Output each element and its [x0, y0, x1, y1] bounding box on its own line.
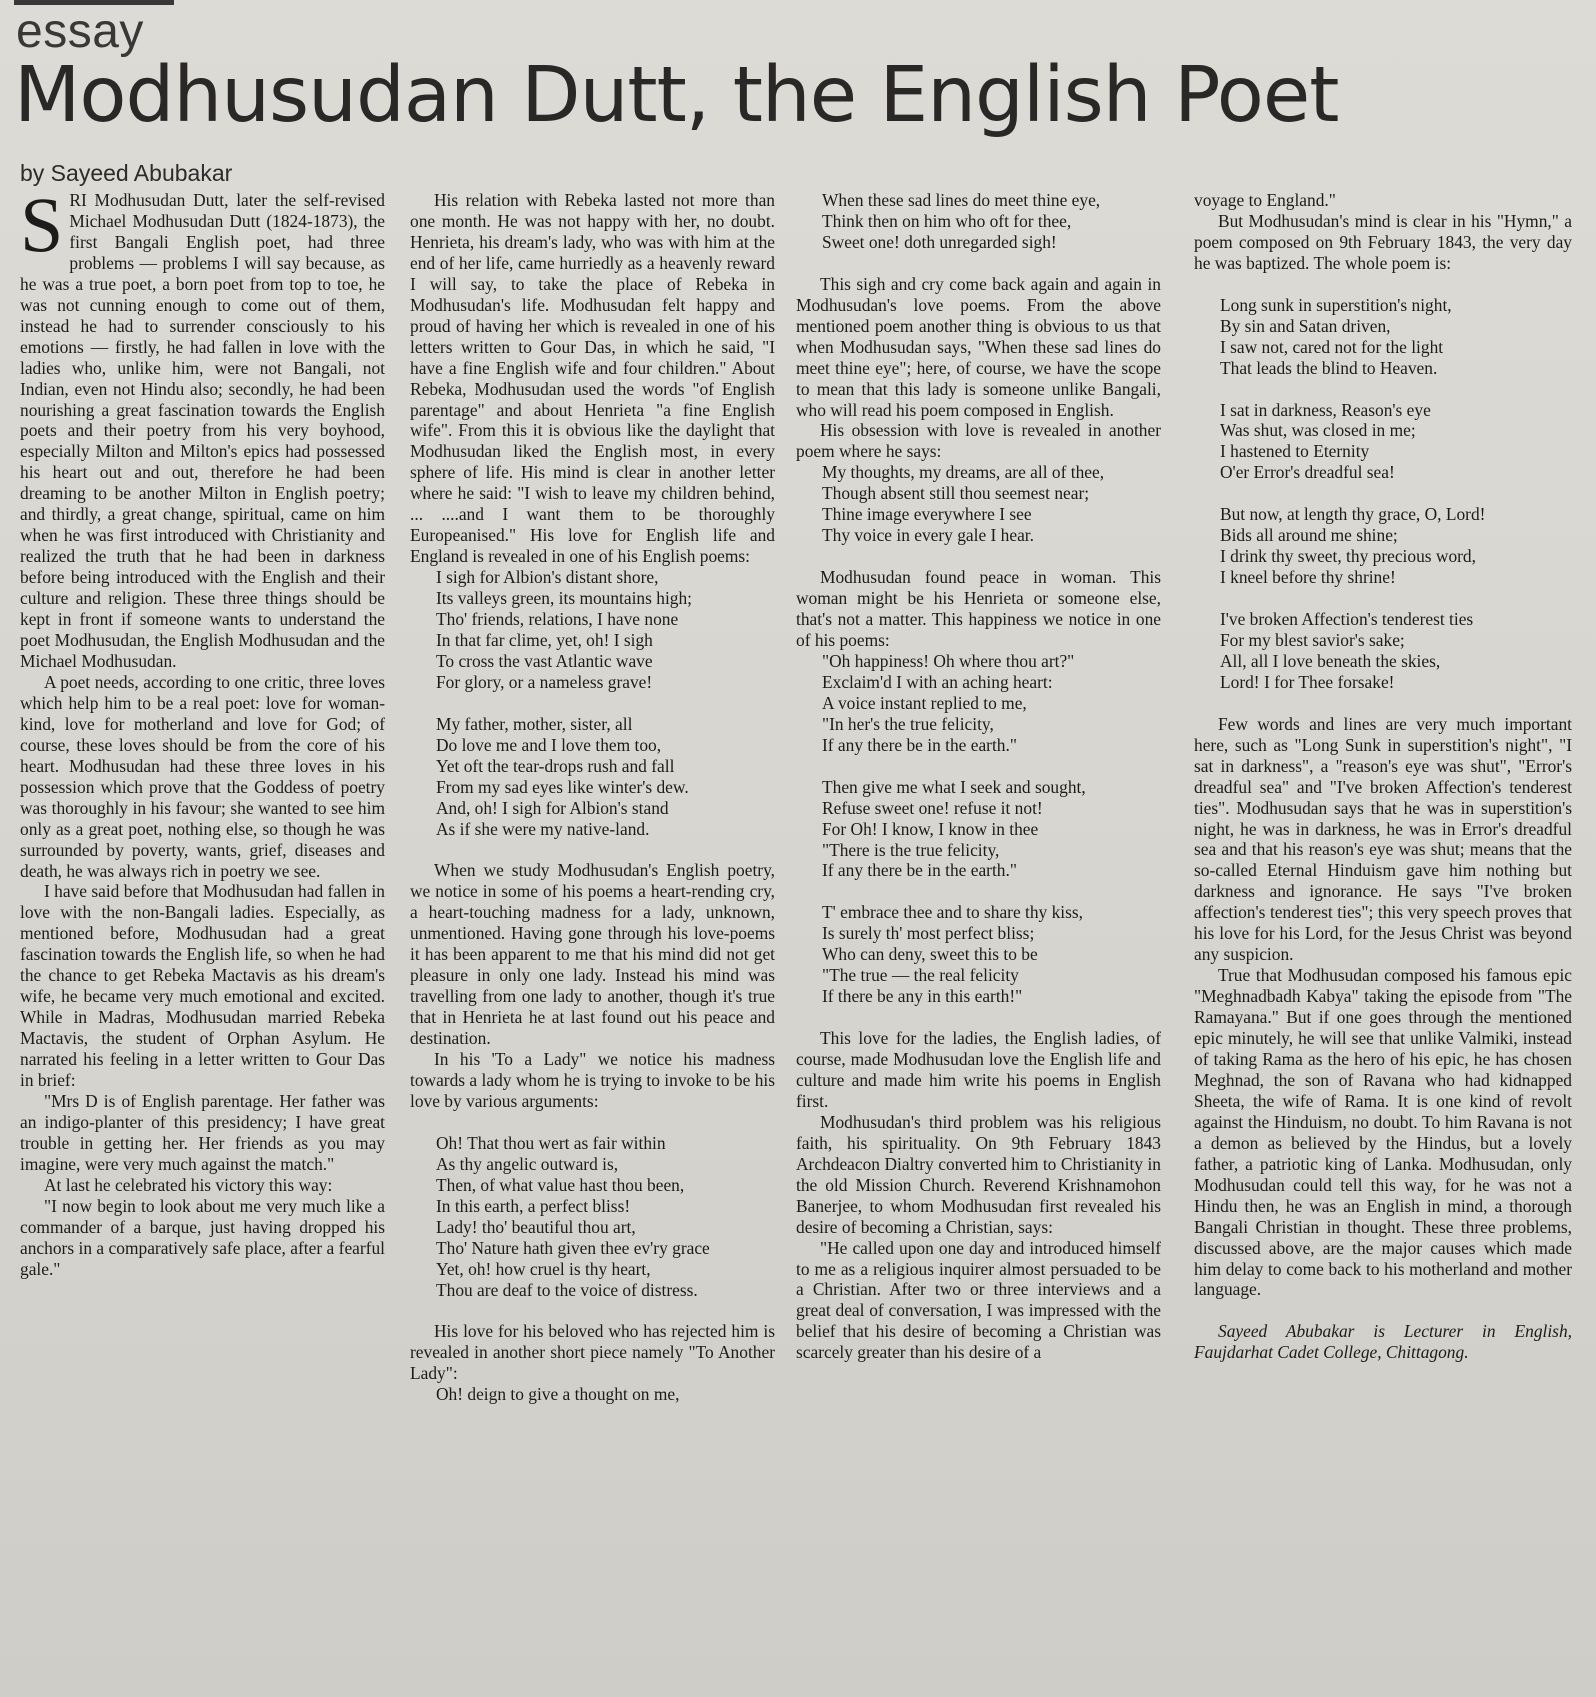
verse: [1194, 295, 1572, 379]
column-4: [1194, 190, 1572, 1690]
paragraph: His love for his beloved who has rejected him is revealed in another short piece namely "To Another Lady":: [410, 1321, 775, 1384]
verse-line: But now, at length thy grace, O, Lord!: [1220, 504, 1486, 525]
byline: by Sayeed Abubakar: [20, 160, 233, 186]
paragraph: When we study Modhusudan's English poetry, we notice in some of his poems a heart-rending cry, a heart-touching madness for a lady, unknown, unmentioned. Having gone through his love-poems it has been apparent to me that his mind did not get pleasure in only one lady. Instead his mind was travelling from one lady to another, though it's true that in Henrieta he at last found out his peace and destination.: [410, 860, 775, 1049]
column-1: [20, 190, 385, 1690]
verse-line: Do love me and I love them too,: [436, 734, 662, 755]
paragraph: True that Modhusudan composed his famous epic "Meghnadbadh Kabya" taking the episode from "The Ramayana." But if one goes through the mentioned epic minutely, he will see that unlike Valmiki, instead of taking Rama as the hero of his epic, he has chosen Meghnad, the son of Ravana who had kidnapped Sheeta, the wife of Rama. It is one kind of revolt against the Hinduism, no doubt. To him Ravana is not a demon as believed by the Hindus, but a lovely father, a patriotic king of Lanka. Modhusudan, only Modhusudan could tell this way, for he was not a Hindu then, he was an English in mind, a thorough Bangali Christian in thought. These three problems, discussed above, are the major causes which made him delay to come back to his motherland and mother language.: [1194, 965, 1572, 1300]
verse-line: I hastened to Eternity: [1220, 441, 1370, 462]
verse-line: From my sad eyes like winter's dew.: [436, 776, 689, 797]
verse-line: Yet, oh! how cruel is thy heart,: [436, 1258, 651, 1279]
verse-line: Refuse sweet one! refuse it not!: [822, 797, 1043, 818]
verse-line: Thou are deaf to the voice of distress.: [436, 1279, 698, 1300]
column-2: [410, 190, 775, 1690]
paragraph-text: RI Modhusudan Dutt, later the self-revised Michael Modhusudan Dutt (1824-1873), the first Bangali English poet, had three problems — problems I will say because, as he was a true poet, a born poet from top to toe, he was not cunning enough to come out of them, instead he had to surrender consciously to his emotions — firstly, he had fallen in love with the ladies who, unlike him, were not Bangali, not Indian, even not Hindu also; secondly, he had been nourishing a great fascination towards the English poets and their poetry from his very boyhood, especially Milton and Milton's epics had possessed his heart out and out, therefore he had been dreaming to be another Milton in English poetry; and thirdly, a great change, spiritual, came on him when he was first introduced with Christianity and realized the truth that he had been in darkness before being introduced with the English and their culture and religion. These three things should be kept in front if someone wants to understand the poet Modhusudan, the English Modhusudan and the Michael Modhusudan.: [20, 190, 385, 671]
paragraph: [20, 190, 385, 672]
verse-line: I saw not, cared not for the light: [1220, 336, 1444, 357]
verse: [796, 777, 1161, 882]
verse-line: Exclaim'd I with an aching heart:: [822, 671, 1053, 692]
paragraph: voyage to England.": [1194, 190, 1336, 210]
paragraph: Modhusudan's third problem was his religious faith, his spirituality. On 9th February 1843 Archdeacon Dialtry converted him to Christianity in the old Mission Church. Reverend Krishnamohon Banerjee, to whom Modhusudan first revealed his desire of becoming a Christian, says:: [796, 1111, 1161, 1237]
verse-line: I sigh for Albion's distant shore,: [436, 567, 659, 588]
verse-line: A voice instant replied to me,: [822, 692, 1027, 713]
verse-line: "Oh happiness! Oh where thou art?": [822, 650, 1075, 671]
verse-line: Yet oft the tear-drops rush and fall: [436, 755, 675, 776]
verse-line: I drink thy sweet, thy precious word,: [1220, 546, 1476, 567]
verse-line: Oh! That thou wert as fair within: [436, 1132, 666, 1153]
verse: [1194, 609, 1572, 693]
headline: Modhusudan Dutt, the English Poet: [14, 51, 1339, 140]
paragraph: But Modhusudan's mind is clear in his "Hymn," a poem composed on 9th February 1843, the very day he was baptized. The whole poem is:: [1194, 210, 1572, 273]
verse-line: If any there be in the earth.": [822, 734, 1017, 755]
verse-line: Tho' friends, relations, I have none: [436, 609, 679, 630]
drop-cap: S: [20, 190, 64, 268]
verse-line: For Oh! I know, I know in thee: [822, 818, 1039, 839]
quote: "He called upon one day and introduced himself to me as a religious inquirer almost persuaded to be a Christian. After two or three interviews and a great deal of conversation, I was impressed with the belief that his desire of becoming a Christian was scarcely greater than his desire of a: [796, 1237, 1161, 1363]
verse-line: For my blest savior's sake;: [1220, 629, 1405, 650]
verse-line: "The true — the real felicity: [822, 965, 1019, 986]
quote: "I now begin to look about me very much like a commander of a barque, just having dropped his anchors in a comparatively safe place, after a fearful gale.": [20, 1195, 385, 1279]
verse-line: Lady! tho' beautiful thou art,: [436, 1216, 636, 1237]
paragraph: His obsession with love is revealed in another poem where he says:: [796, 420, 1161, 462]
verse: [410, 714, 775, 840]
verse-line: All, all I love beneath the skies,: [1220, 650, 1441, 671]
verse-line: If any there be in the earth.": [822, 860, 1017, 881]
verse-line: In that far clime, yet, oh! I sigh: [436, 630, 653, 651]
verse-line: Tho' Nature hath given thee ev'ry grace: [436, 1237, 710, 1258]
verse-line: Is surely th' most perfect bliss;: [822, 923, 1035, 944]
verse-line: That leads the blind to Heaven.: [1220, 357, 1438, 378]
paragraph: At last he celebrated his victory this way:: [44, 1174, 333, 1195]
verse-line: When these sad lines do meet thine eye,: [822, 190, 1101, 210]
verse: [410, 567, 775, 693]
section-label: essay: [16, 5, 144, 58]
verse-line: To cross the vast Atlantic wave: [436, 650, 653, 671]
article-body: [18, 190, 1588, 1690]
verse-line: As if she were my native-land.: [436, 818, 650, 839]
verse-line: Bids all around me shine;: [1220, 525, 1398, 546]
paragraph: I have said before that Modhusudan had fallen in love with the non-Bangali ladies. Especially, as mentioned before, Modhusudan had a great fascination towards the English life, so when he had the chance to get Rebeka Mactavis as his dream's wife, he became very much emotional and excited. While in Madras, Modhusudan married Rebeka Mactavis, the student of Orphan Asylum. He narrated his feeling in a letter written to Gour Das in brief:: [20, 881, 385, 1091]
verse-line: I've broken Affection's tenderest ties: [1220, 609, 1474, 629]
verse-line: And, oh! I sigh for Albion's stand: [436, 797, 669, 818]
verse-line: If there be any in this earth!": [822, 986, 1023, 1007]
paragraph: A poet needs, according to one critic, three loves which help him to be a real poet: love for woman-kind, love for motherland and love for God; of course, these loves should be from the core of his heart. Modhusudan had these three loves in his possession which prove that the Goddess of poetry was thoroughly in his favour; she wanted to see him only as a great poet, nothing else, so though he was surrounded by poverty, wants, grief, diseases and death, he was always rich in poetry we see.: [20, 671, 385, 881]
verse: [410, 1384, 775, 1405]
paragraph: Modhusudan found peace in woman. This woman might be his Henrieta or someone else, that's not a matter. This happiness we notice in one of his poems:: [796, 567, 1161, 650]
verse-line: My thoughts, my dreams, are all of thee,: [822, 462, 1105, 483]
verse-line: "There is the true felicity,: [822, 839, 1000, 860]
verse-line: As thy angelic outward is,: [436, 1153, 619, 1174]
verse-line: Though absent still thou seemest near;: [822, 483, 1090, 504]
verse-line: Thine image everywhere I see: [822, 504, 1032, 525]
verse-line: For glory, or a nameless grave!: [436, 671, 653, 692]
quote: "Mrs D is of English parentage. Her father was an indigo-planter of this presidency; I have great trouble in getting her. Her friends as you may imagine, were very much against the match.": [20, 1090, 385, 1174]
verse-line: My father, mother, sister, all: [436, 713, 633, 734]
verse-line: In this earth, a perfect bliss!: [436, 1195, 631, 1216]
verse-line: Long sunk in superstition's night,: [1220, 294, 1452, 315]
verse-line: "In her's the true felicity,: [822, 713, 994, 734]
verse-line: Sweet one! doth unregarded sigh!: [822, 231, 1057, 252]
verse-line: Thy voice in every gale I hear.: [822, 525, 1034, 546]
paragraph: Few words and lines are very much important here, such as "Long Sunk in superstition's night", "I sat in darkness", a "reason's eye was shut", "Error's dreadful sea" and "I've broken Affection's tenderest ties". Modhusudan says that he was in superstition's night, he was in darkness, he was in Error's dreadful sea and that his reason's eye was shut; means that the so-called Eternal Hinduism gave him nothing but darkness and ignorance. He says "I've broken affection's tenderest ties"; this very speech proves that his love for his Lord, for the Jesus Christ was beyond any suspicion.: [1194, 713, 1572, 965]
verse-line: Oh! deign to give a thought on me,: [436, 1384, 680, 1405]
verse: [796, 902, 1161, 1007]
paragraph: This love for the ladies, the English ladies, of course, made Modhusudan love the English life and culture and made him write his poems in English first.: [796, 1028, 1161, 1111]
verse-line: Its valleys green, its mountains high;: [436, 588, 692, 609]
verse-line: Then give me what I seek and sought,: [822, 776, 1086, 797]
author-credit: Sayeed Abubakar is Lecturer in English, Faujdarhat Cadet College, Chittagong.: [1194, 1321, 1572, 1363]
paragraph: His relation with Rebeka lasted not more than one month. He was not happy with her, no doubt. Henrieta, his dream's lady, who was with him at the end of her life, came hurriedly as a heavenly reward I will say, to take the place of Rebeka in Modhusudan's life. Modhusudan felt happy and proud of having her which is revealed in one of his letters written to Gour Das, in which he said, "I have a fine English wife and four children." About Rebeka, Modhusudan used the words "of English parentage" and about Henrieta "a fine English wife". From this it is obvious like the daylight that Modhusudan liked the English most, in every sphere of life. His mind is clear in another letter where he said: "I wish to leave my children behind, ... ....and I want them to be thoroughly Europeanised." His love for English life and England is revealed in one of his English poems:: [410, 190, 775, 567]
verse-line: T' embrace thee and to share thy kiss,: [822, 902, 1084, 923]
verse-line: Then, of what value hast thou been,: [436, 1174, 685, 1195]
verse-line: Was shut, was closed in me;: [1220, 420, 1416, 441]
verse: [1194, 504, 1572, 588]
verse: [1194, 400, 1572, 484]
paragraph: This sigh and cry come back again and again in Modhusudan's love poems. From the above mentioned poem another thing is obvious to us that when Modhusudan says, "When these sad lines do meet thine eye"; here, of course, we have the scope to mean that this lady is someone unlike Bangali, who will read his poem composed in English.: [796, 273, 1161, 420]
verse-line: O'er Error's dreadful sea!: [1220, 462, 1395, 483]
verse-line: I kneel before thy shrine!: [1220, 567, 1396, 588]
verse-line: Who can deny, sweet this to be: [822, 944, 1038, 965]
verse: [796, 651, 1161, 756]
paragraph: In his 'To a Lady" we notice his madness towards a lady whom he is trying to invoke to be his love by various arguments:: [410, 1049, 775, 1111]
verse-line: I sat in darkness, Reason's eye: [1220, 399, 1431, 420]
verse: [410, 1133, 775, 1301]
verse-line: By sin and Satan driven,: [1220, 315, 1391, 336]
verse: [796, 190, 1161, 253]
column-3: [796, 190, 1161, 1690]
verse-line: Lord! I for Thee forsake!: [1220, 671, 1395, 692]
verse-line: Think then on him who oft for thee,: [822, 210, 1072, 231]
verse: [796, 462, 1161, 546]
